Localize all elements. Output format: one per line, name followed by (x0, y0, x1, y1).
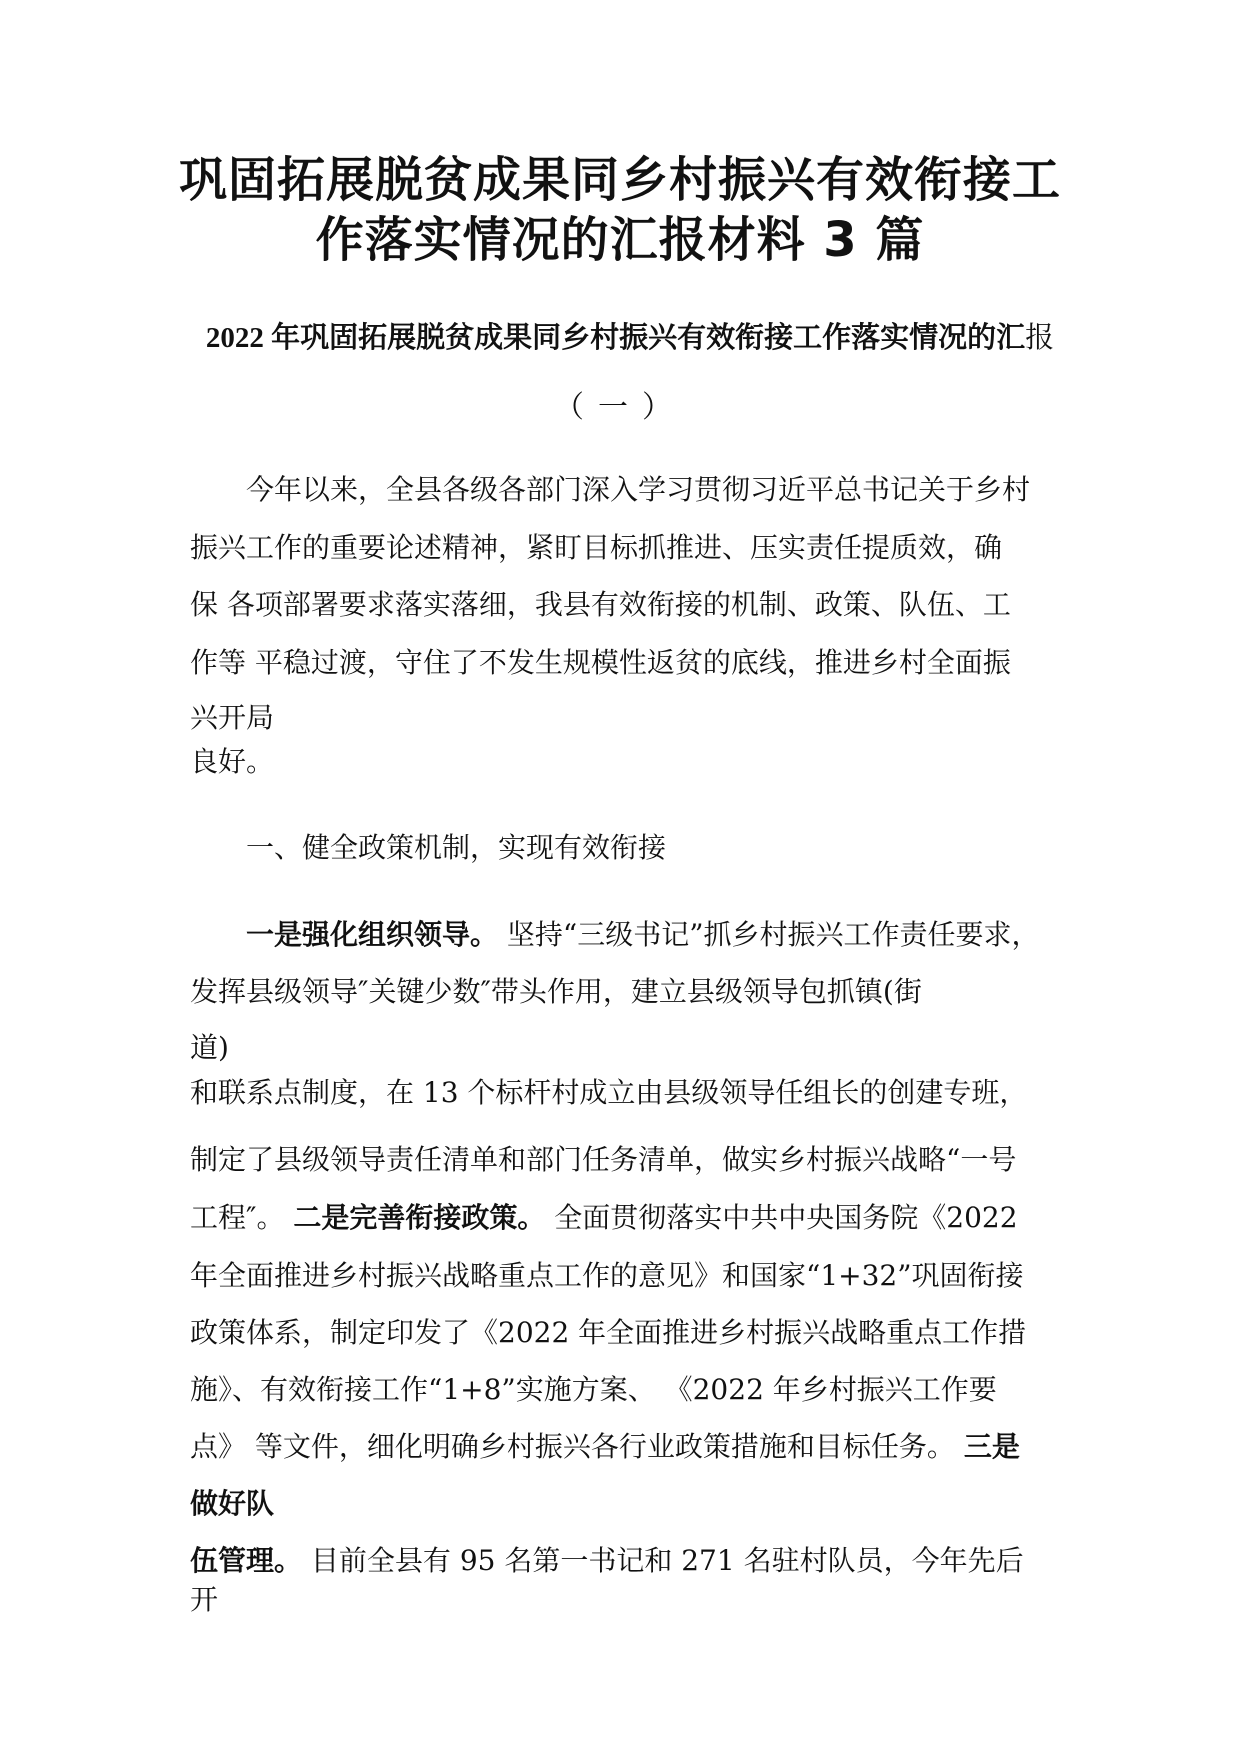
body-text: 坚持“三级书记”抓乡村振兴工作责任要求， (498, 918, 1040, 951)
body-line: 道) (190, 1031, 229, 1064)
body-text: 目前全县有 95 名第一书记和 271 名驻村队员，今年先后 (302, 1544, 1024, 1577)
section-subtitle-bold: 2022 年巩固拓展脱贫成果同乡村振兴有效衔接工作落实情况的汇 (205, 322, 1026, 354)
section-heading: 一、健全政策机制，实现有效衔接 (190, 831, 667, 864)
body-line: 兴开局 (190, 701, 275, 734)
body-text: 全面贯彻落实中共中央国务院《2022 (545, 1201, 1018, 1234)
document-title-line-2: 作落实情况的汇报材料 3 篇 (315, 212, 925, 268)
body-line: 施》、有效衔接工作“1+8”实施方案、 《2022 年乡村振兴工作要 (190, 1373, 997, 1406)
body-line (190, 1427, 1070, 1467)
section-subtitle (190, 318, 1070, 358)
section-subtitle-tail: 报 (1025, 322, 1055, 354)
body-line: 年全面推进乡村振兴战略重点工作的意见》和国家“1+32”巩固衔接 (190, 1259, 1024, 1292)
body-line: 今年以来，全县各级各部门深入学习贯彻习近平总书记关于乡村 (190, 473, 1031, 506)
body-line (190, 1541, 1070, 1581)
body-text: 点》 等文件，细化明确乡村振兴各行业政策措施和目标任务。 (190, 1430, 964, 1463)
body-line: 和联系点制度，在 13 个标杆村成立由县级领导任组长的创建专班， (190, 1076, 1028, 1109)
body-line (190, 915, 1070, 955)
body-line (190, 1484, 1070, 1524)
body-line: 政策体系，制定印发了《2022 年全面推进乡村振兴战略重点工作措 (190, 1316, 1027, 1349)
body-line (190, 1198, 1070, 1238)
part-label: （一） (554, 390, 686, 425)
point-heading: 做好队 (190, 1487, 275, 1520)
body-line: 发挥县级领导″关键少数″带头作用，建立县级领导包抓镇(街 (190, 975, 922, 1008)
body-line: 良好。 (190, 745, 275, 778)
body-line: 开 (190, 1583, 219, 1616)
point-heading: 三是 (963, 1430, 1020, 1463)
point-heading: 二是完善衔接政策。 (293, 1201, 546, 1234)
document-title-line-1: 巩固拓展脱贫成果同乡村振兴有效衔接工 (178, 152, 1061, 208)
body-line: 制定了县级领导责任清单和部门任务清单，做实乡村振兴战略“一号 (190, 1143, 1017, 1176)
body-line: 保 各项部署要求落实落细，我县有效衔接的机制、政策、队伍、工 (190, 588, 1011, 621)
body-line: 振兴工作的重要论述精神，紧盯目标抓推进、压实责任提质效，确 (190, 531, 1003, 564)
point-heading: 一是强化组织领导。 (190, 918, 499, 951)
body-line: 作等 平稳过渡，守住了不发生规模性返贫的底线，推进乡村全面振 (190, 646, 1011, 679)
point-heading: 伍管理。 (190, 1544, 303, 1577)
body-text: 工程″。 (190, 1201, 294, 1234)
